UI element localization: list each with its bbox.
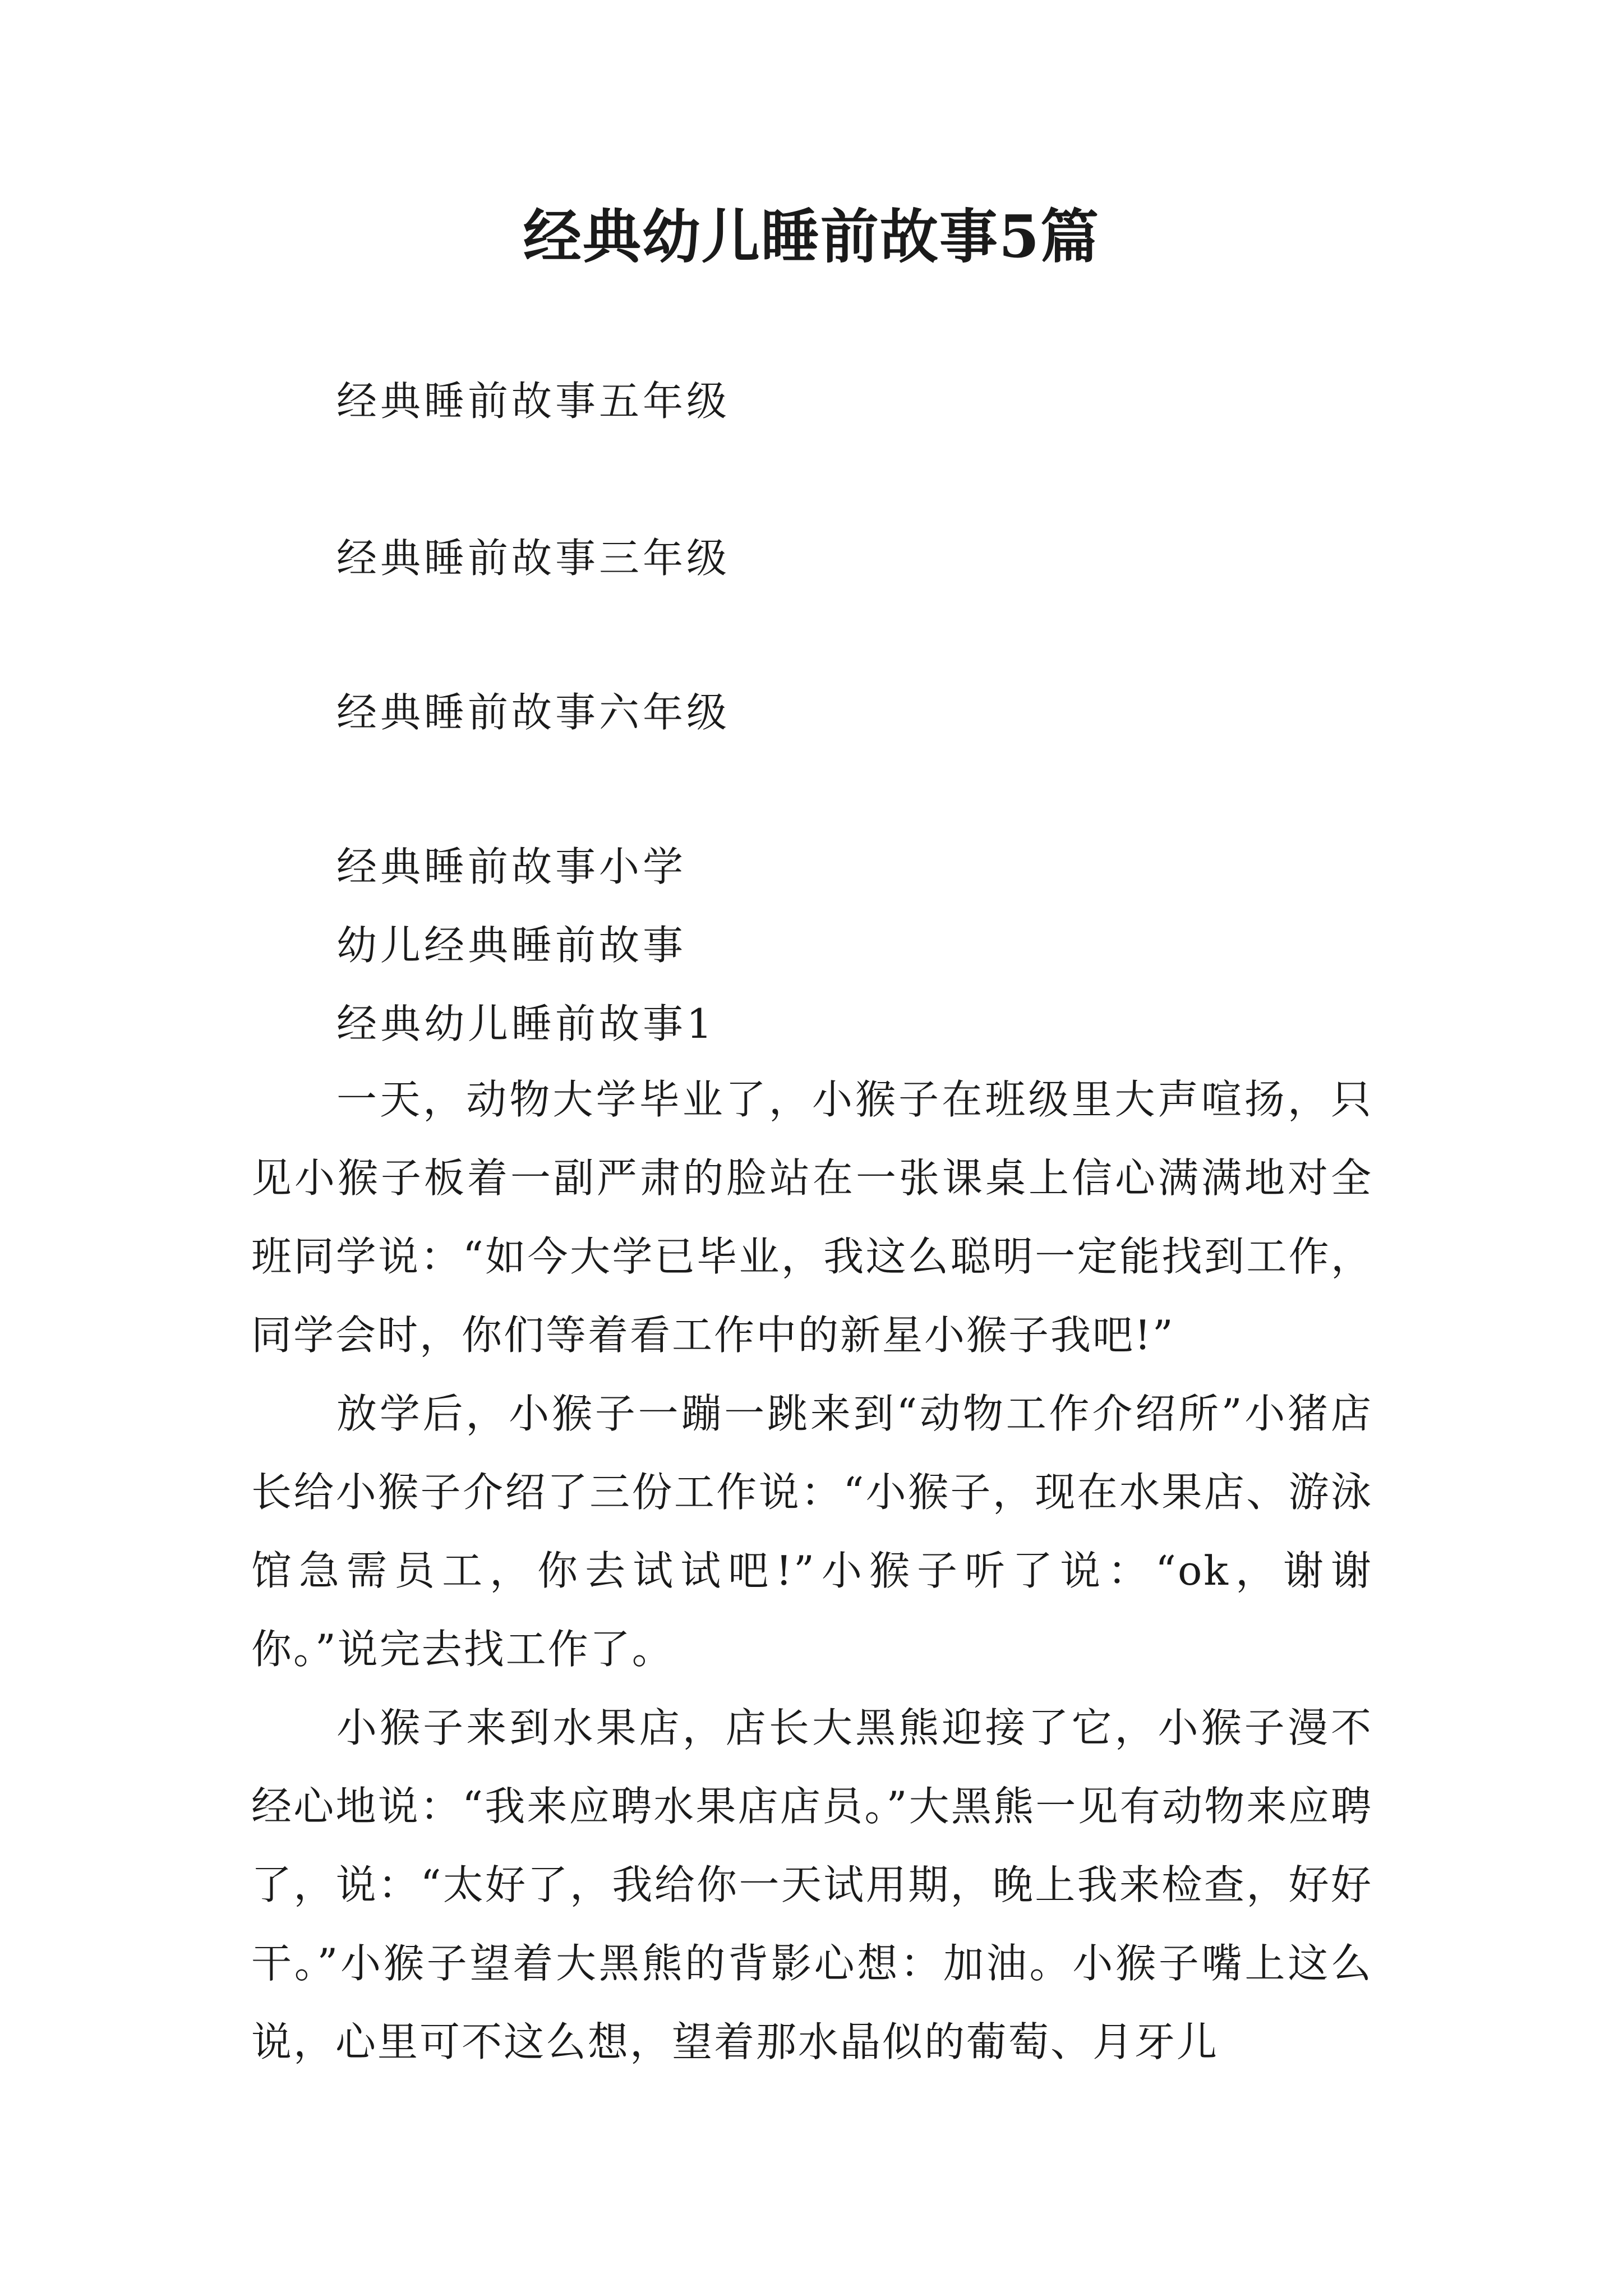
story-paragraph: 放学后，小猴子一蹦一跳来到“动物工作介绍所”小猪店长给小猴子介绍了三份工作说：“小猴子，现在水果店、游泳馆急需员工，你去试试吧!”小猴子听了说：“ok，谢谢你。”说完去找工作了。 (251, 1390, 1373, 1673)
toc-item: 幼儿经典睡前故事 (336, 922, 687, 969)
document-title: 经典幼儿睡前故事5篇 (523, 202, 1100, 271)
toc-item: 经典睡前故事小学 (336, 843, 687, 890)
toc-item: 经典睡前故事五年级 (336, 378, 731, 425)
story-body (251, 1060, 1373, 2081)
story-paragraph: 一天，动物大学毕业了，小猴子在班级里大声喧扬，只见小猴子板着一副严肃的脸站在一张课桌上信心满满地对全班同学说：“如今大学已毕业，我这么聪明一定能找到工作，同学会时，你们等着看工作中的新星小猴子我吧!” (251, 1076, 1373, 1359)
story-paragraph: 小猴子来到水果店，店长大黑熊迎接了它，小猴子漫不经心地说：“我来应聘水果店店员。”大黑熊一见有动物来应聘了，说：“太好了，我给你一天试用期，晚上我来检查，好好干。”小猴子望着大黑熊的背影心想：加油。小猴子嘴上这么说，心里可不这么想，望着那水晶似的葡萄、月牙儿 (251, 1704, 1373, 2065)
section-heading: 经典幼儿睡前故事1 (336, 1000, 716, 1047)
toc-item: 经典睡前故事六年级 (336, 689, 731, 736)
toc-item: 经典睡前故事三年级 (336, 535, 731, 582)
